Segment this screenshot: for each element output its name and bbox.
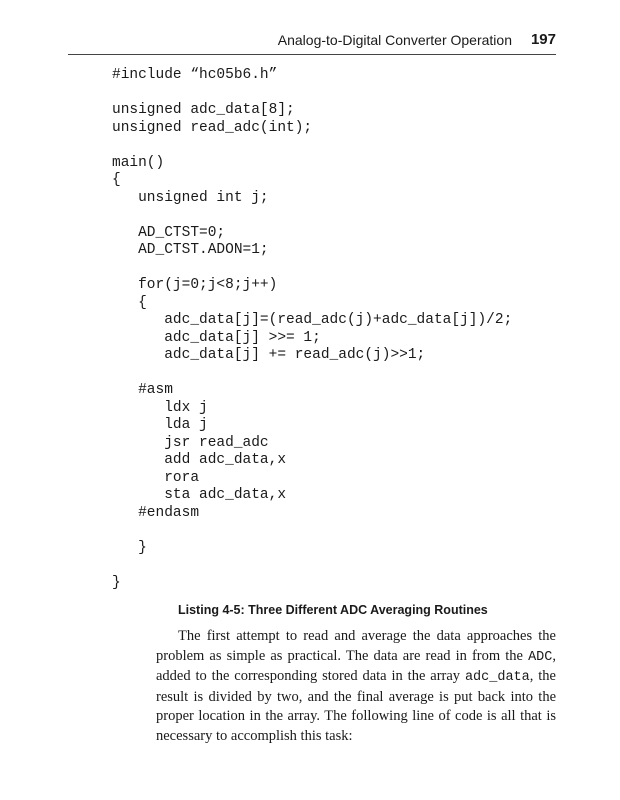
running-header bbox=[0, 30, 556, 52]
listing-caption: Listing 4-5: Three Different ADC Averaging Routines bbox=[178, 603, 488, 617]
code-listing bbox=[112, 67, 512, 592]
inline-code-adc-data: adc_data bbox=[464, 670, 530, 685]
code-line: } bbox=[112, 574, 121, 591]
paragraph-text: , the result is divided by two, and the final average is put back into the proper location in the array. The following line of code is all that is necessary to accomplish this task: bbox=[156, 668, 556, 744]
body-paragraph bbox=[156, 627, 556, 746]
page-number: 197 bbox=[530, 31, 556, 48]
code-line bbox=[112, 137, 512, 155]
code-line: add adc_data,x bbox=[112, 452, 287, 468]
code-line bbox=[112, 207, 512, 225]
code-line: adc_data[j] += read_adc(j)>>1; bbox=[112, 347, 426, 363]
code-line: main() bbox=[112, 154, 165, 171]
code-line: unsigned int j; bbox=[112, 189, 269, 206]
code-line bbox=[112, 365, 512, 383]
code-line: #asm bbox=[112, 382, 173, 398]
code-line bbox=[112, 557, 512, 575]
code-line: unsigned read_adc(int); bbox=[112, 119, 313, 136]
code-line: rora bbox=[112, 469, 200, 486]
code-line: #include “hc05b6.h” bbox=[112, 67, 278, 83]
code-line: adc_data[j] >>= 1; bbox=[112, 329, 321, 346]
code-line: { bbox=[112, 172, 121, 188]
code-line bbox=[112, 522, 512, 540]
code-line bbox=[112, 260, 512, 278]
code-line: { bbox=[112, 294, 147, 311]
paragraph-text: , added to the corresponding stored data in the array bbox=[156, 647, 556, 684]
code-line: #endasm bbox=[112, 504, 200, 521]
code-line: unsigned adc_data[8]; bbox=[112, 102, 295, 118]
code-line: lda j bbox=[112, 417, 208, 433]
code-line: adc_data[j]=(read_adc(j)+adc_data[j])/2; bbox=[112, 312, 513, 328]
code-line: for(j=0;j<8;j++) bbox=[112, 277, 278, 293]
code-line: AD_CTST.ADON=1; bbox=[112, 242, 269, 258]
paragraph-text: The first attempt to read and average the data approaches the problem as simple as practical. The data are read in from the bbox=[156, 628, 556, 664]
code-line bbox=[112, 85, 512, 103]
code-line: ldx j bbox=[112, 399, 208, 416]
inline-code-adc: ADC bbox=[528, 649, 553, 665]
code-line: } bbox=[112, 539, 147, 556]
code-line: jsr read_adc bbox=[112, 434, 269, 451]
header-rule bbox=[68, 54, 556, 55]
code-line: sta adc_data,x bbox=[112, 487, 287, 503]
chapter-title: Analog-to-Digital Converter Operation bbox=[277, 32, 512, 48]
code-line: AD_CTST=0; bbox=[112, 224, 226, 241]
